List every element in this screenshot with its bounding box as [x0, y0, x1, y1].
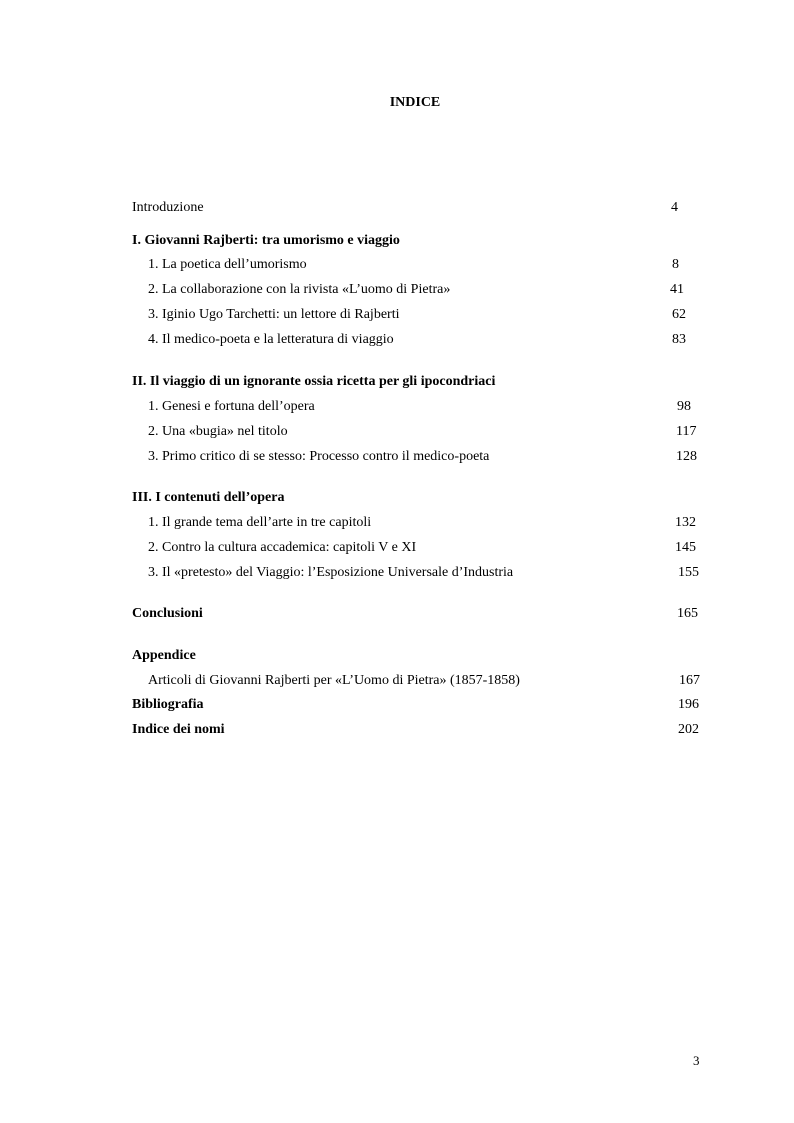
toc-entry-page: 62 [672, 307, 686, 322]
toc-chapter-3 [0, 489, 794, 507]
toc-entry-label: 3. Iginio Ugo Tarchetti: un lettore di Rajberti [148, 307, 400, 322]
toc-entry-label: Conclusioni [132, 606, 203, 621]
toc-entry-page: 165 [677, 606, 698, 621]
toc-entry-label: 2. La collaborazione con la rivista «L’uomo di Pietra» [148, 282, 451, 297]
toc-entry-label: Articoli di Giovanni Rajberti per «L’Uomo di Pietra» (1857-1858) [148, 673, 520, 688]
toc-entry-page: 83 [672, 332, 686, 347]
toc-entry [0, 672, 794, 690]
toc-title: INDICE [389, 95, 441, 110]
toc-chapter-label: II. Il viaggio di un ignorante ossia ricetta per gli ipocondriaci [132, 374, 496, 389]
toc-entry [0, 448, 794, 466]
toc-entry-page: 117 [676, 424, 697, 439]
toc-entry-label: Introduzione [132, 200, 204, 215]
toc-chapter-2 [0, 373, 794, 391]
toc-entry-page: 98 [677, 399, 691, 414]
toc-entry-appendice [0, 647, 794, 665]
toc-entry-label: 2. Una «bugia» nel titolo [148, 424, 288, 439]
toc-entry-introduzione [0, 199, 794, 217]
toc-entry [0, 423, 794, 441]
toc-entry-page: 41 [670, 282, 684, 297]
toc-entry [0, 398, 794, 416]
toc-entry-label: 4. Il medico-poeta e la letteratura di viaggio [148, 332, 394, 347]
toc-entry [0, 281, 794, 299]
toc-entry [0, 306, 794, 324]
toc-entry-page: 202 [678, 722, 699, 737]
toc-entry [0, 564, 794, 582]
toc-chapter-label: III. I contenuti dell’opera [132, 490, 285, 505]
toc-entry-label: Appendice [132, 648, 196, 663]
toc-entry [0, 331, 794, 349]
toc-entry-conclusioni [0, 605, 794, 623]
toc-entry-page: 167 [679, 673, 700, 688]
toc-entry [0, 539, 794, 557]
toc-entry-page: 145 [675, 540, 696, 555]
toc-entry-label: 1. La poetica dell’umorismo [148, 257, 307, 272]
toc-entry [0, 256, 794, 274]
toc-entry-label: 1. Genesi e fortuna dell’opera [148, 399, 315, 414]
toc-entry-label: Bibliografia [132, 697, 204, 712]
toc-chapter-label: I. Giovanni Rajberti: tra umorismo e viaggio [132, 233, 400, 248]
toc-entry-bibliografia [0, 696, 794, 714]
toc-entry-page: 196 [678, 697, 699, 712]
toc-entry-page: 8 [672, 257, 679, 272]
toc-entry-label: Indice dei nomi [132, 722, 225, 737]
toc-entry-page: 128 [676, 449, 697, 464]
toc-entry-indice-dei-nomi [0, 721, 794, 739]
page-number: 3 [693, 1053, 700, 1068]
toc-chapter-1 [0, 232, 794, 250]
toc-entry-label: 3. Primo critico di se stesso: Processo contro il medico-poeta [148, 449, 490, 464]
toc-entry-page: 4 [671, 200, 678, 215]
toc-entry-label: 2. Contro la cultura accademica: capitoli V e XI [148, 540, 417, 555]
toc-entry-label: 1. Il grande tema dell’arte in tre capitoli [148, 515, 372, 530]
toc-entry-page: 155 [678, 565, 699, 580]
toc-entry-label: 3. Il «pretesto» del Viaggio: l’Esposizione Universale d’Industria [148, 565, 514, 580]
toc-entry [0, 514, 794, 532]
toc-entry-page: 132 [675, 515, 696, 530]
